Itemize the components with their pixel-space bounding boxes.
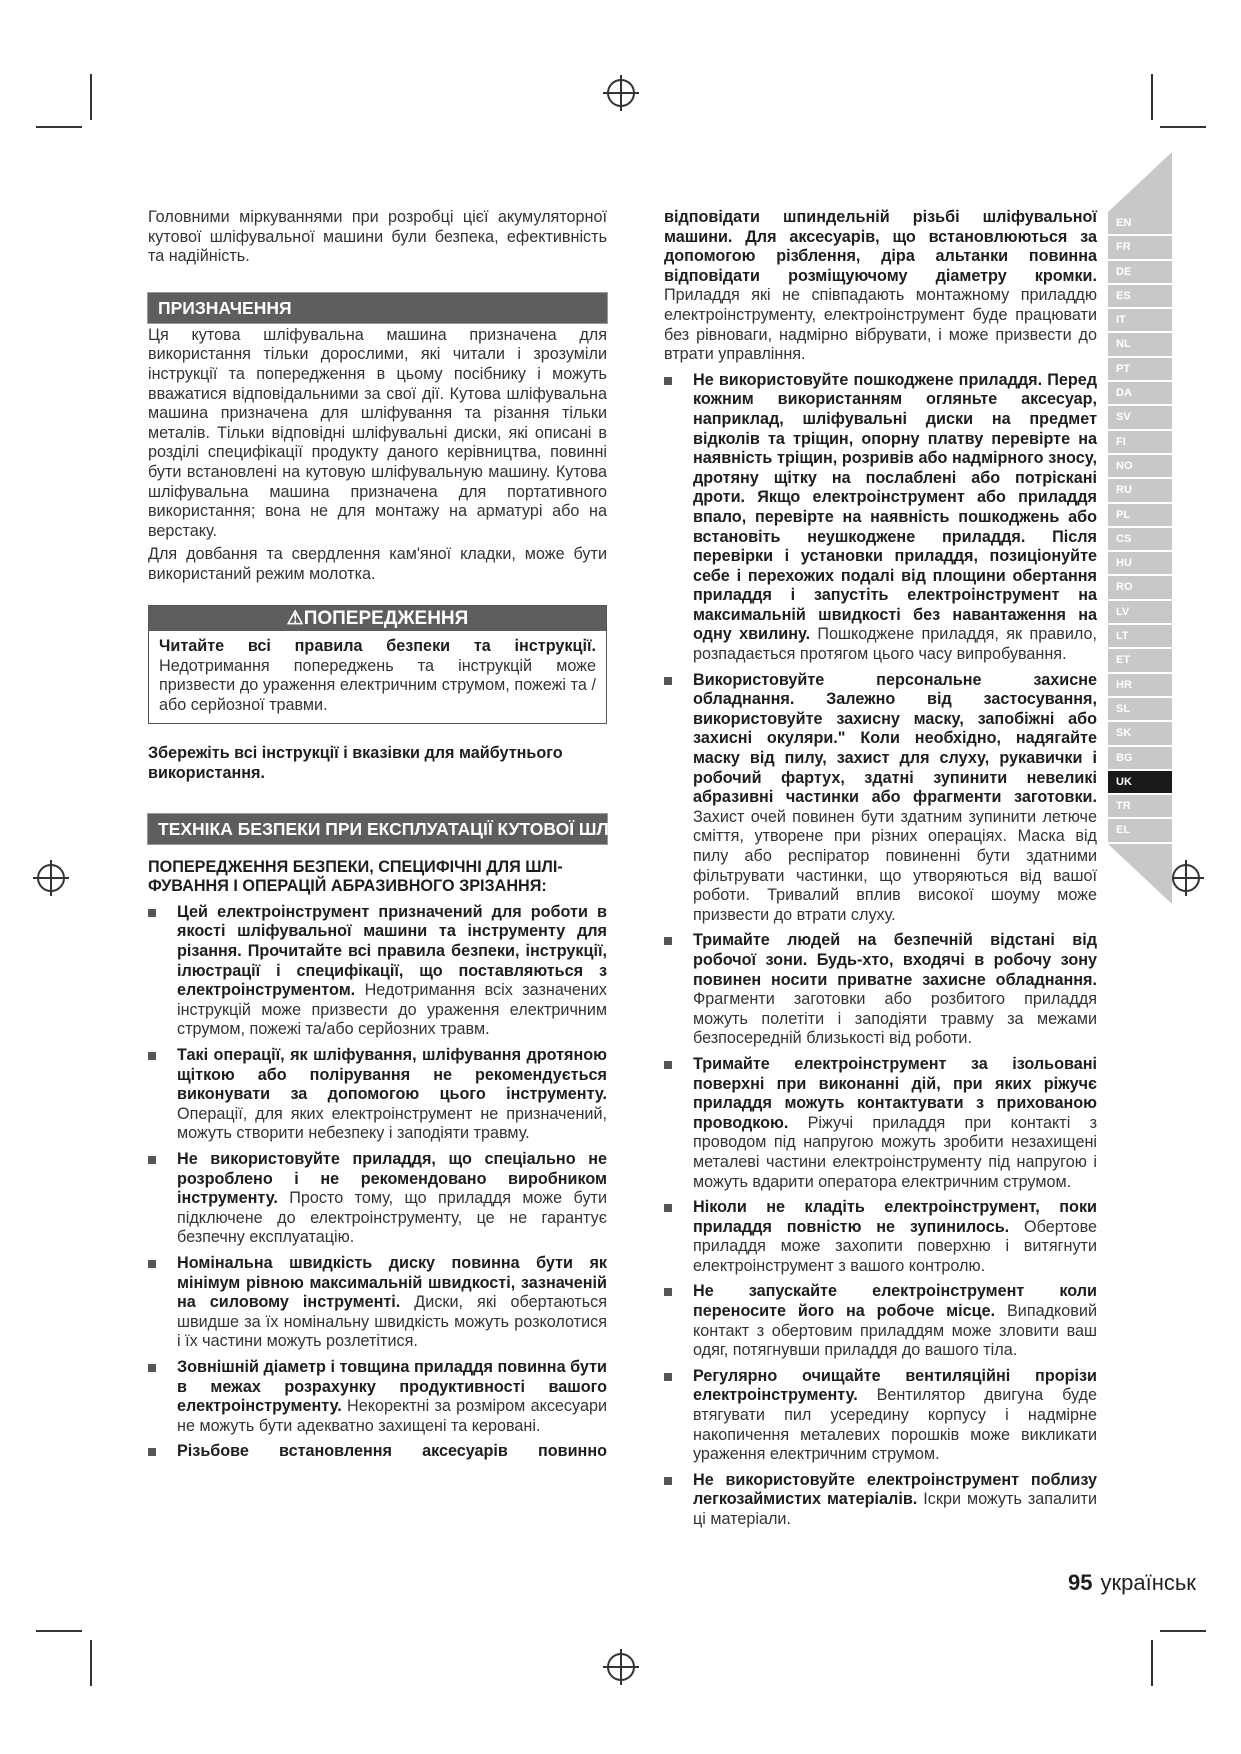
safety-list-right: [664, 371, 1097, 1530]
list-item: Не використовуйте приладдя, що спеціально не розроблено і не рекомендовано виробником інструменту. Просто тому, що приладдя може бути підключене до електроінструменту, це не гарантує безпечну експлуатацію.: [148, 1150, 607, 1248]
language-tab-pt[interactable]: PT: [1108, 358, 1172, 380]
registration-mark-icon: [607, 79, 635, 107]
purpose-paragraph-2: Для довбання та свердлення кам'яної кладки, може бути використаний режим молотка.: [148, 545, 607, 583]
registration-mark-icon: [37, 864, 65, 892]
language-tab-ro[interactable]: RO: [1108, 576, 1172, 598]
safety-heading: ТЕХНІКА БЕЗПЕКИ ПРИ ЕКСПЛУАТАЦІЇ КУТОВОЇ ШЛІФУВАЛЬНОЇ МАШИНИ: [148, 814, 607, 844]
language-tab-uk[interactable]: UK: [1108, 771, 1172, 793]
list-item: Не запускайте електроінструмент коли переносите його на робоче місце. Випадковий контакт з обертовим приладдям може зловити ваш одяг, потягнувши приладдя до вашого тіла.: [664, 1282, 1097, 1360]
crop-mark: [36, 1630, 82, 1632]
language-tab-no[interactable]: NO: [1108, 455, 1172, 477]
list-item: Зовнішній діаметр і товщина приладдя повинна бути в межах розрахунку продуктивності вашого електроінструменту. Некоректні за розміром аксесуари не можуть бути адекватно захищені та керовані.: [148, 1358, 607, 1436]
purpose-paragraph: Ця кутова шліфувальна машина призначена для використання тільки дорослими, які читали і зрозуміли інструкції та попередження в цьому посібнику і можуть вважатися відповідальними за свої дії. Кутова шліфувальна машина призначена для шліфування та різання тільки металів. Тільки відповідні шліфувальні диски, які описані в розділі специфікації продукту даного керівництва, повинні бути встановлені на кутовую шліфувальную машину. Кутова шліфувальна машина призначена для портативного використання; вона не для монтажу на арматурі або на верстаку.: [148, 325, 607, 540]
intro-paragraph: Головними міркуваннями при розробці цієї акумуляторної кутової шліфувальної машини були безпека, ефективність та надійність.: [148, 208, 607, 266]
list-item: Цей електроінструмент призначений для роботи в якості шліфувальної машини та інструменту для різання. Прочитайте всі правила безпеки, інструкції, ілюстрації і специфікації, що поставляються з електроінструментом. Недотримання всіх зазначених інструкцій може призвести до ураження електричним струмом, пожежі та/або серйозних травм.: [148, 903, 607, 1040]
language-tab-sv[interactable]: SV: [1108, 406, 1172, 428]
crop-mark: [1151, 74, 1153, 120]
list-item: Регулярно очищайте вентиляційні прорізи електроінструменту. Вентилятор двигуна буде втягувати пил усередину корпусу і надмірне накопичення металевих порошків може викликати ураження електричним струмом.: [664, 1367, 1097, 1465]
crop-mark: [90, 74, 92, 120]
page-footer: [1068, 1570, 1196, 1596]
language-tab-da[interactable]: DA: [1108, 382, 1172, 404]
registration-mark-icon: [607, 1653, 635, 1681]
purpose-heading: ПРИЗНАЧЕННЯ: [148, 293, 607, 323]
language-tab-sl[interactable]: SL: [1108, 698, 1172, 720]
list-item: Номінальна швидкість диску повинна бути як мінімум рівною максимальній швидкості, зазначеній на силовому інструменті. Диски, які обертаються швидше за їх номінальну швидкість можуть розколотися і їх частини можуть розлетітися.: [148, 1254, 607, 1352]
crop-mark: [1151, 1640, 1153, 1686]
language-tab-lv[interactable]: LV: [1108, 601, 1172, 623]
list-item: Такі операції, як шліфування, шліфування дротяною щіткою або полірування не рекомендується виконувати за допомогою цього інструменту. Операції, для яких електроінструмент не призначений, можуть створити небезпеку і заподіяти травму.: [148, 1046, 607, 1144]
tab-top-decoration: [1108, 152, 1172, 212]
page-number: 95: [1068, 1570, 1093, 1595]
language-tab-hr[interactable]: HR: [1108, 674, 1172, 696]
language-tab-fr[interactable]: FR: [1108, 236, 1172, 258]
list-item: Ніколи не кладіть електроінструмент, поки приладдя повністю не зупинилось. Обертове приладдя може захопити поверхню і витягнути електроінструмент з вашого контролю.: [664, 1198, 1097, 1276]
language-tab-en[interactable]: EN: [1108, 212, 1172, 234]
language-tab-cs[interactable]: CS: [1108, 528, 1172, 550]
language-tab-tr[interactable]: TR: [1108, 795, 1172, 817]
safety-list-left: [148, 903, 607, 1462]
crop-mark: [1160, 1630, 1206, 1632]
left-column: [148, 208, 807, 1468]
list-item: Не використовуйте електроінструмент поблизу легкозаймистих матеріалів. Іскри можуть запалити ці матеріали.: [664, 1471, 1097, 1530]
warning-icon: ⚠: [286, 607, 304, 629]
crop-mark: [36, 126, 82, 128]
list-item: Тримайте людей на безпечній відстані від робочої зони. Будь-хто, входячі в робочу зону повинен носити приватне захисне обладнання. Фрагменти заготовки або розбитого приладдя можуть полетіти і заподіяти травму за межами безпосередній близькості від роботи.: [664, 931, 1097, 1049]
language-tab-el[interactable]: EL: [1108, 819, 1172, 841]
language-tab-fi[interactable]: FI: [1108, 431, 1172, 453]
language-tab-pl[interactable]: PL: [1108, 504, 1172, 526]
warning-box: [148, 605, 607, 725]
language-tab-it[interactable]: IT: [1108, 309, 1172, 331]
language-tab-bg[interactable]: BG: [1108, 747, 1172, 769]
continued-item: відповідати шпиндельній різьбі шліфувальної машини. Для аксесуарів, що встановлюються за допомогою різблення, діра альтанки повинна відповідати розміщуючому діаметру кромки. Приладдя які не співпадають монтажному приладдю електроінструменту, електроінструмент буде працювати без рівноваги, надмірно вібрувати, і може призвести до втрати управління.: [664, 208, 1097, 364]
warning-heading: ⚠ПОПЕРЕДЖЕННЯ: [149, 606, 606, 632]
language-tab-ru[interactable]: RU: [1108, 479, 1172, 501]
save-instructions-note: Збережіть всі інструкції і вказівки для майбутнього використання.: [148, 744, 563, 783]
safety-subtitle: ПОПЕРЕДЖЕННЯ БЕЗПЕКИ, СПЕЦИФІЧНІ ДЛЯ ШЛІ-ФУВАННЯ І ОПЕРАЦІЙ АБРАЗИВНОГО ЗРІЗАННЯ:: [148, 857, 563, 896]
list-item: Використовуйте персональне захисне обладнання. Залежно від застосування, використовуйте захисну маску, запобіжні або захисні окуляри." Коли необхідно, надягайте маску від пилу, захист для слуху, рукавички і робочий фартух, здатні зупинити невеликі абразивні частинки або фрагменти заготовки. Захист очей повинен бути здатним зупинити летюче сміття, утворене при різних операціях. Маска від пилу або респіратор повиненні бути здатними фільтрувати частинки, що утворяються від вашої роботи. Тривалий вплив високої шоуму може призвести до втрати слуху.: [664, 671, 1097, 926]
right-column: [664, 208, 1097, 1536]
language-tabs: [1108, 152, 1172, 904]
list-item: Різьбове встановлення аксесуарів повинно: [148, 1442, 607, 1462]
list-item: Тримайте електроінструмент за ізольовані поверхні при виконанні дій, при яких ріжучє приладдя можуть контактувати з прихованою проводкою. Ріжучі приладдя при контакті з проводом під напругою можуть зробити незахищені металеві частини електроінструменту під напругою і можуть вдарити оператора електричним струмом.: [664, 1055, 1097, 1192]
language-tab-lt[interactable]: LT: [1108, 625, 1172, 647]
warning-bold: Читайте всі правила безпеки та інструкції.: [159, 637, 596, 656]
crop-mark: [1160, 126, 1206, 128]
language-tab-es[interactable]: ES: [1108, 285, 1172, 307]
tab-bottom-decoration: [1108, 844, 1172, 904]
language-tab-de[interactable]: DE: [1108, 261, 1172, 283]
language-tab-et[interactable]: ET: [1108, 649, 1172, 671]
list-item: Не використовуйте пошкоджене приладдя. Перед кожним використанням огляньте аксесуар, наприклад, шліфувальні диски на предмет відколів та тріщин, опорну платву перевірте на наявність тріщин, розривів або надмірного зносу, дротяну щітку на послаблені або потріскані дроти. Якщо електроінструмент або приладдя впало, перевірте на наявність пошкоджень або встановіть неушкоджене приладдя. Після перевірки і установки приладдя, позиціонуйте себе і перехожих подалі від площини обертання приладдя і запустіть електроінструмент на максимальній швидкості без навантаження на одну хвилину. Пошкоджене приладдя, як правило, розпадається протягом цього часу випробування.: [664, 371, 1097, 665]
language-tab-sk[interactable]: SK: [1108, 722, 1172, 744]
crop-mark: [90, 1640, 92, 1686]
warning-text: Недотримання попереджень та інструкцій може призвести до ураження електричним струмом, пожежі та / або серйозної травми.: [159, 656, 596, 714]
language-tab-nl[interactable]: NL: [1108, 333, 1172, 355]
page-language: українськ: [1100, 1570, 1196, 1595]
language-tab-hu[interactable]: HU: [1108, 552, 1172, 574]
registration-mark-icon: [1172, 864, 1200, 892]
